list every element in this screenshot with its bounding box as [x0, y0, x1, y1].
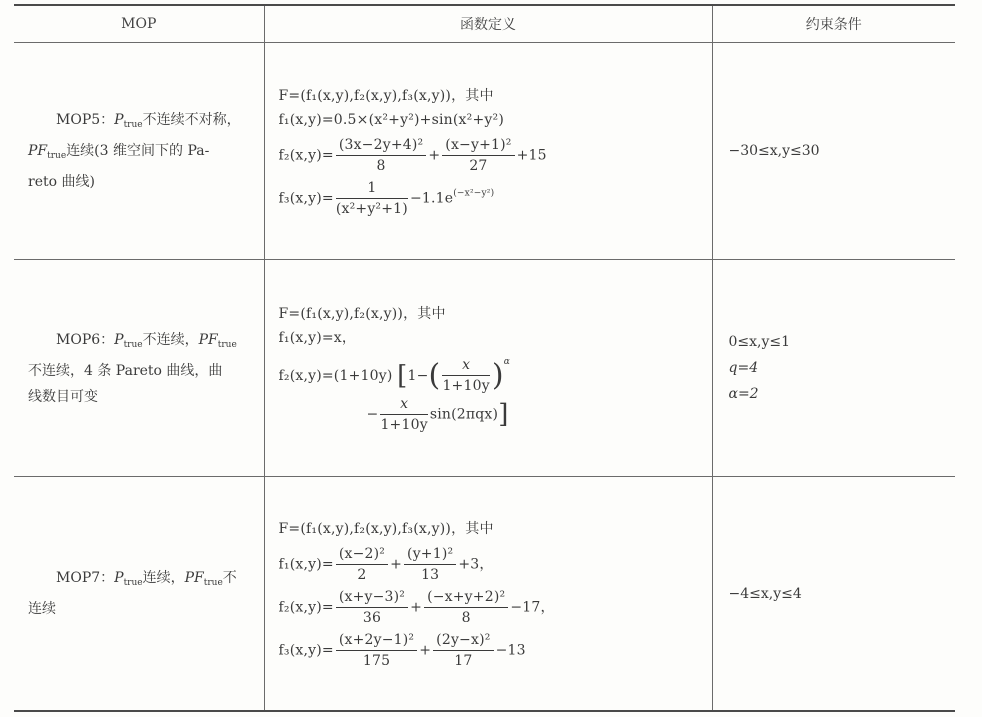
mop5-function-definition: [264, 43, 712, 260]
fraction: $\frac{\text{(x−y+1)²}}{27}$: [442, 136, 514, 175]
fraction: $\frac{\text{(y+1)²}}{13}$: [404, 545, 456, 584]
equation-line: f₂(x,y)=(1+10y) [1−( $\frac{x}{1+10y}$ )$^\alpha$: [278, 356, 511, 395]
fraction: $\frac{x}{1+10y}$: [442, 357, 490, 395]
fraction: $\frac{\text{(3x−2y+4)²}}{8}$: [336, 136, 427, 175]
table-row: [14, 477, 955, 712]
fraction: $\frac{\text{(x+y−3)²}}{36}$: [336, 588, 408, 627]
equation-line: f₃(x,y)= $\frac{1}{\text{(x²+y²+1)}}$ $-1.1e^{(-x^2-y^2)}$: [278, 180, 495, 217]
equation-line: f₂(x,y)= $\frac{\text{(3x−2y+4)²}}{8}$ + $\frac{\text{(x−y+1)²}}{27}$ +15: [278, 137, 547, 174]
equation-line: f₂(x,y)= $\frac{\text{(x+y−3)²}}{36}$ + $\frac{\text{(−x+y+2)²}}{8}$ −17，: [278, 589, 555, 626]
mop-table: [14, 4, 955, 712]
table-row: [14, 260, 955, 477]
equation-line: − $\frac{x}{1+10y}$ sin(2πqx)]: [366, 396, 509, 434]
equation-line: F=(f₁(x,y),f₂(x,y))，其中: [278, 305, 446, 322]
mop6-description: MOP6：$P_{true}$不连续，$PF_{true}$ 不连续，4 条 Pareto 曲线，曲 线数目可变: [14, 260, 264, 477]
fraction: $\frac{x}{1+10y}$: [380, 396, 428, 434]
equation-line: F=(f₁(x,y),f₂(x,y),f₃(x,y))，其中: [278, 521, 494, 537]
mop5-description: MOP5：$P_{true}$不连续不对称， $PF_{true}$连续(3 维空间下的 Pa- reto 曲线): [14, 43, 264, 260]
mop6-constraint: 0≤x,y≤1 q=4 α=2: [712, 260, 955, 477]
fraction: $\frac{\text{(2y−x)²}}{17}$: [433, 631, 493, 670]
fraction: $\frac{\text{(−x+y+2)²}}{8}$: [424, 588, 508, 627]
fraction: $\frac{1}{\text{(x²+y²+1)}}$: [335, 180, 408, 217]
equation-line: F=(f₁(x,y),f₂(x,y),f₃(x,y))，其中: [278, 88, 494, 104]
mop6-function-definition: [264, 260, 712, 477]
fraction: $\frac{\text{(x−2)²}}{2}$: [336, 545, 388, 584]
mop5-constraint: −30≤x,y≤30: [712, 43, 955, 260]
table-row: [14, 43, 955, 260]
mop7-description: MOP7：$P_{true}$连续，$PF_{true}$不 连续: [14, 477, 264, 712]
equation-line: f₁(x,y)=x，: [278, 329, 357, 346]
equation-line: f₁(x,y)= $\frac{\text{(x−2)²}}{2}$ + $\frac{\text{(y+1)²}}{13}$ +3，: [278, 546, 494, 583]
fraction: $\frac{\text{(x+2y−1)²}}{175}$: [336, 631, 417, 670]
equation-line: f₁(x,y)=0.5×(x²+y²)+sin(x²+y²): [278, 112, 504, 128]
header-function-definition: 函数定义: [264, 5, 712, 43]
header-constraints: 约束条件: [712, 5, 955, 43]
mop7-constraint: −4≤x,y≤4: [712, 477, 955, 712]
table-header-row: [14, 5, 955, 43]
equation-line: f₃(x,y)= $\frac{\text{(x+2y−1)²}}{175}$ + $\frac{\text{(2y−x)²}}{17}$ −13: [278, 632, 526, 669]
mop7-function-definition: [264, 477, 712, 712]
header-mop: MOP: [14, 5, 264, 43]
